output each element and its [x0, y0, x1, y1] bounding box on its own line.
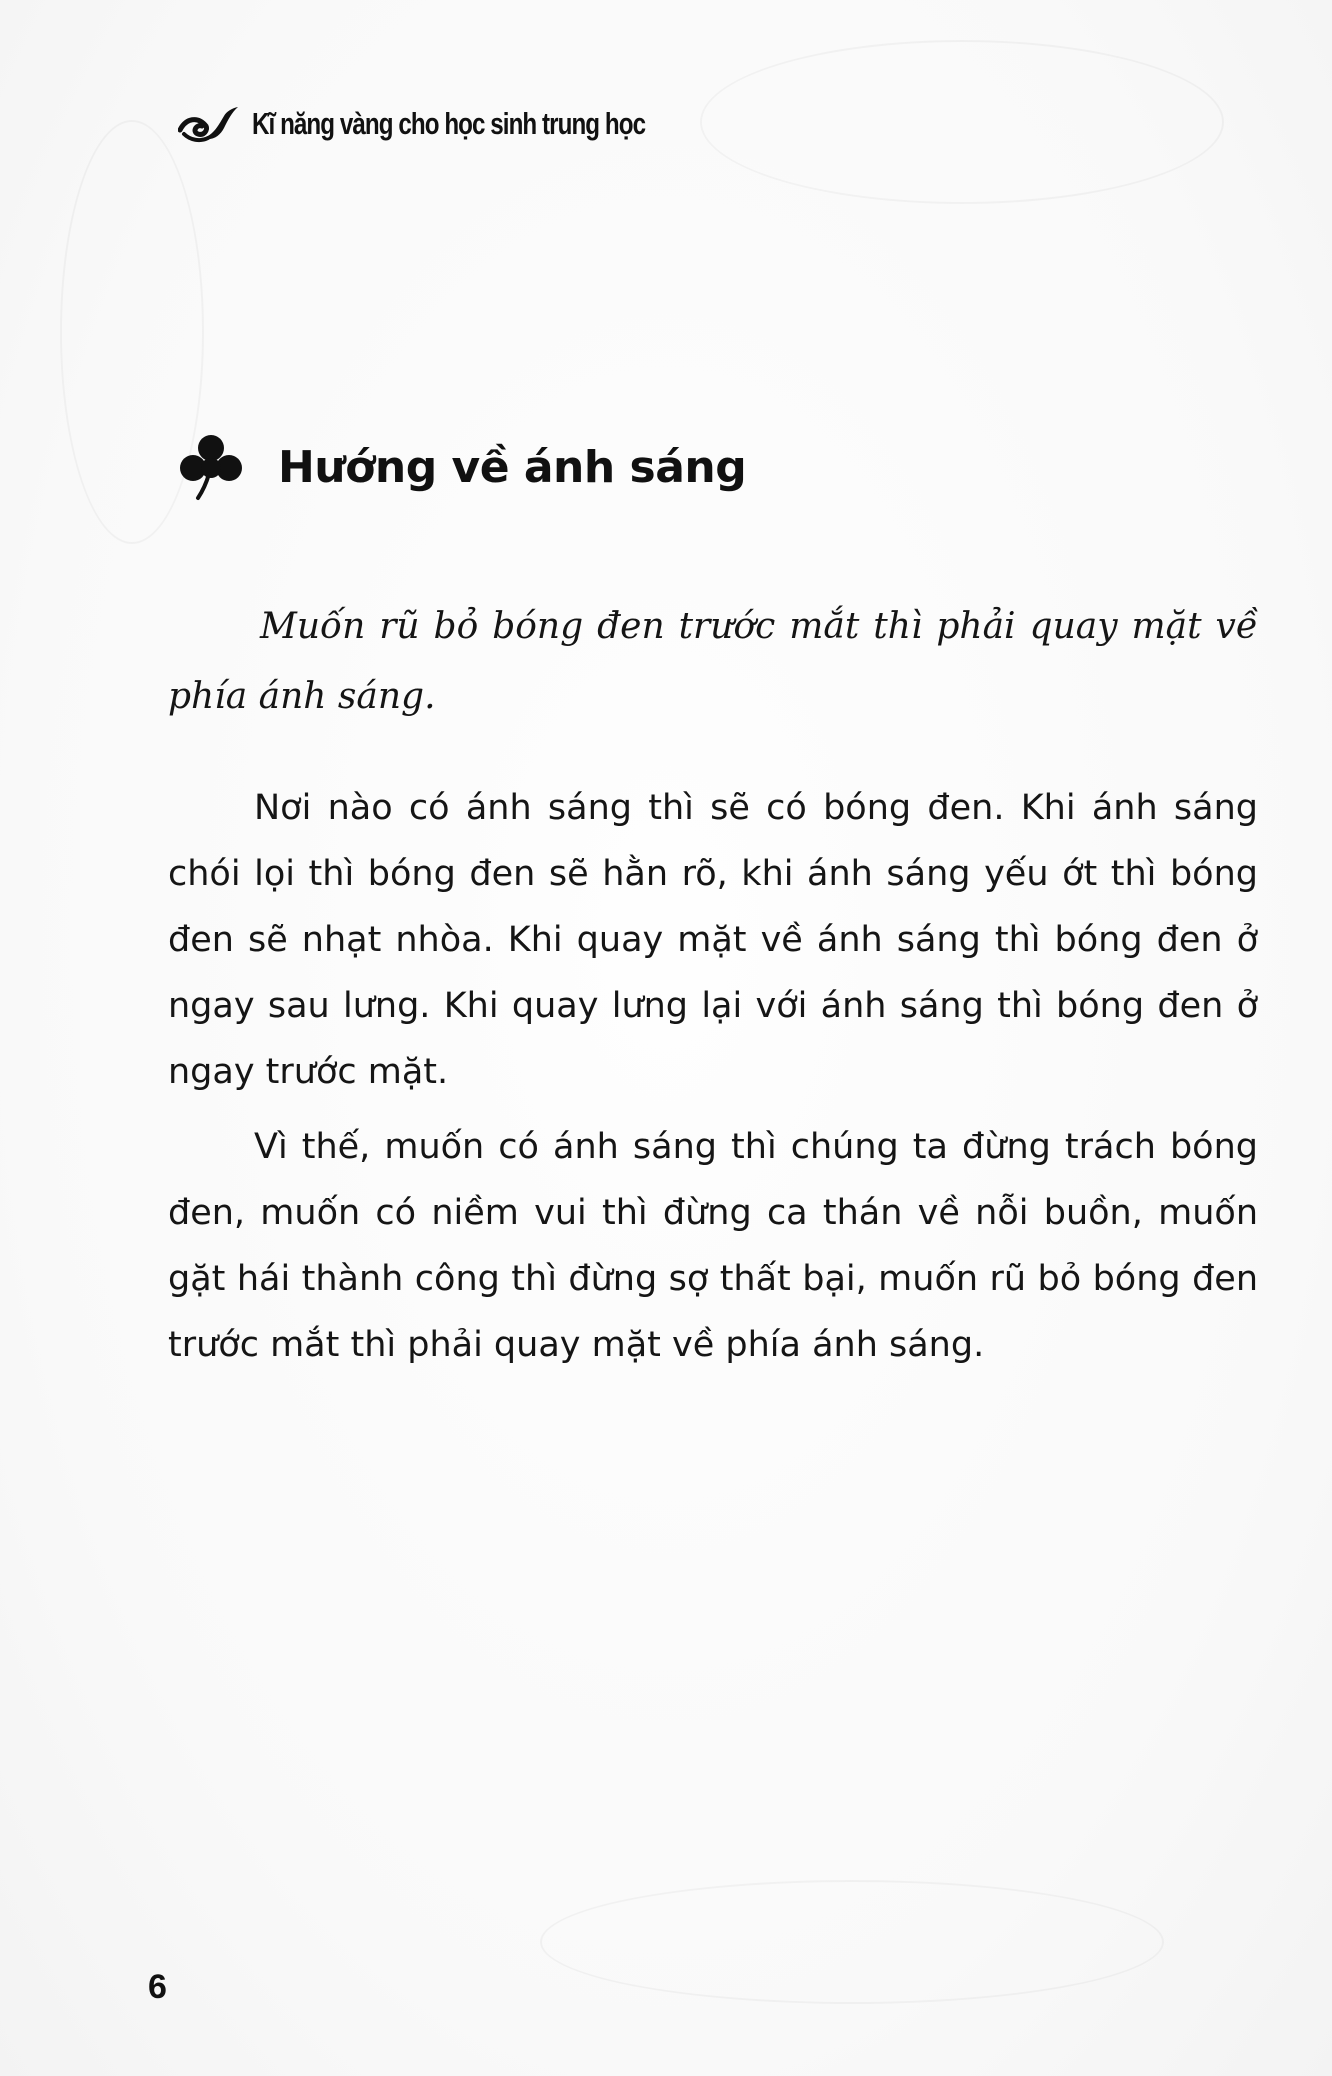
background-ornament [700, 40, 1224, 204]
clover-icon [176, 432, 246, 502]
section-title: Hướng về ánh sáng [278, 441, 747, 493]
brush-swoosh-icon [178, 104, 242, 144]
book-title-header: Kĩ năng vàng cho học sinh trung học [252, 106, 646, 141]
section-heading [176, 432, 746, 502]
body-paragraph: Vì thế, muốn có ánh sáng thì chúng ta đừng trách bóng đen, muốn có niềm vui thì đừng ca thán về nỗi buồn, muốn gặt hái thành công thì đừng sợ thất bại, muốn rũ bỏ bóng đen trước mắt thì phải quay mặt về phía ánh sáng. [168, 1127, 1258, 1365]
running-header [178, 100, 756, 148]
epigraph-quote: Muốn rũ bỏ bóng đen trước mắt thì phải quay mặt về phía ánh sáng. [168, 606, 1258, 717]
page-number: 6 [148, 1968, 167, 2006]
background-ornament [540, 1880, 1164, 2004]
body-paragraph: Nơi nào có ánh sáng thì sẽ có bóng đen. Khi ánh sáng chói lọi thì bóng đen sẽ hằn rõ, khi ánh sáng yếu ớt thì bóng đen sẽ nhạt nhòa. Khi quay mặt về ánh sáng thì bóng đen ở ngay sau lưng. Khi quay lưng lại với ánh sáng thì bóng đen ở ngay trước mặt. [168, 788, 1258, 1092]
